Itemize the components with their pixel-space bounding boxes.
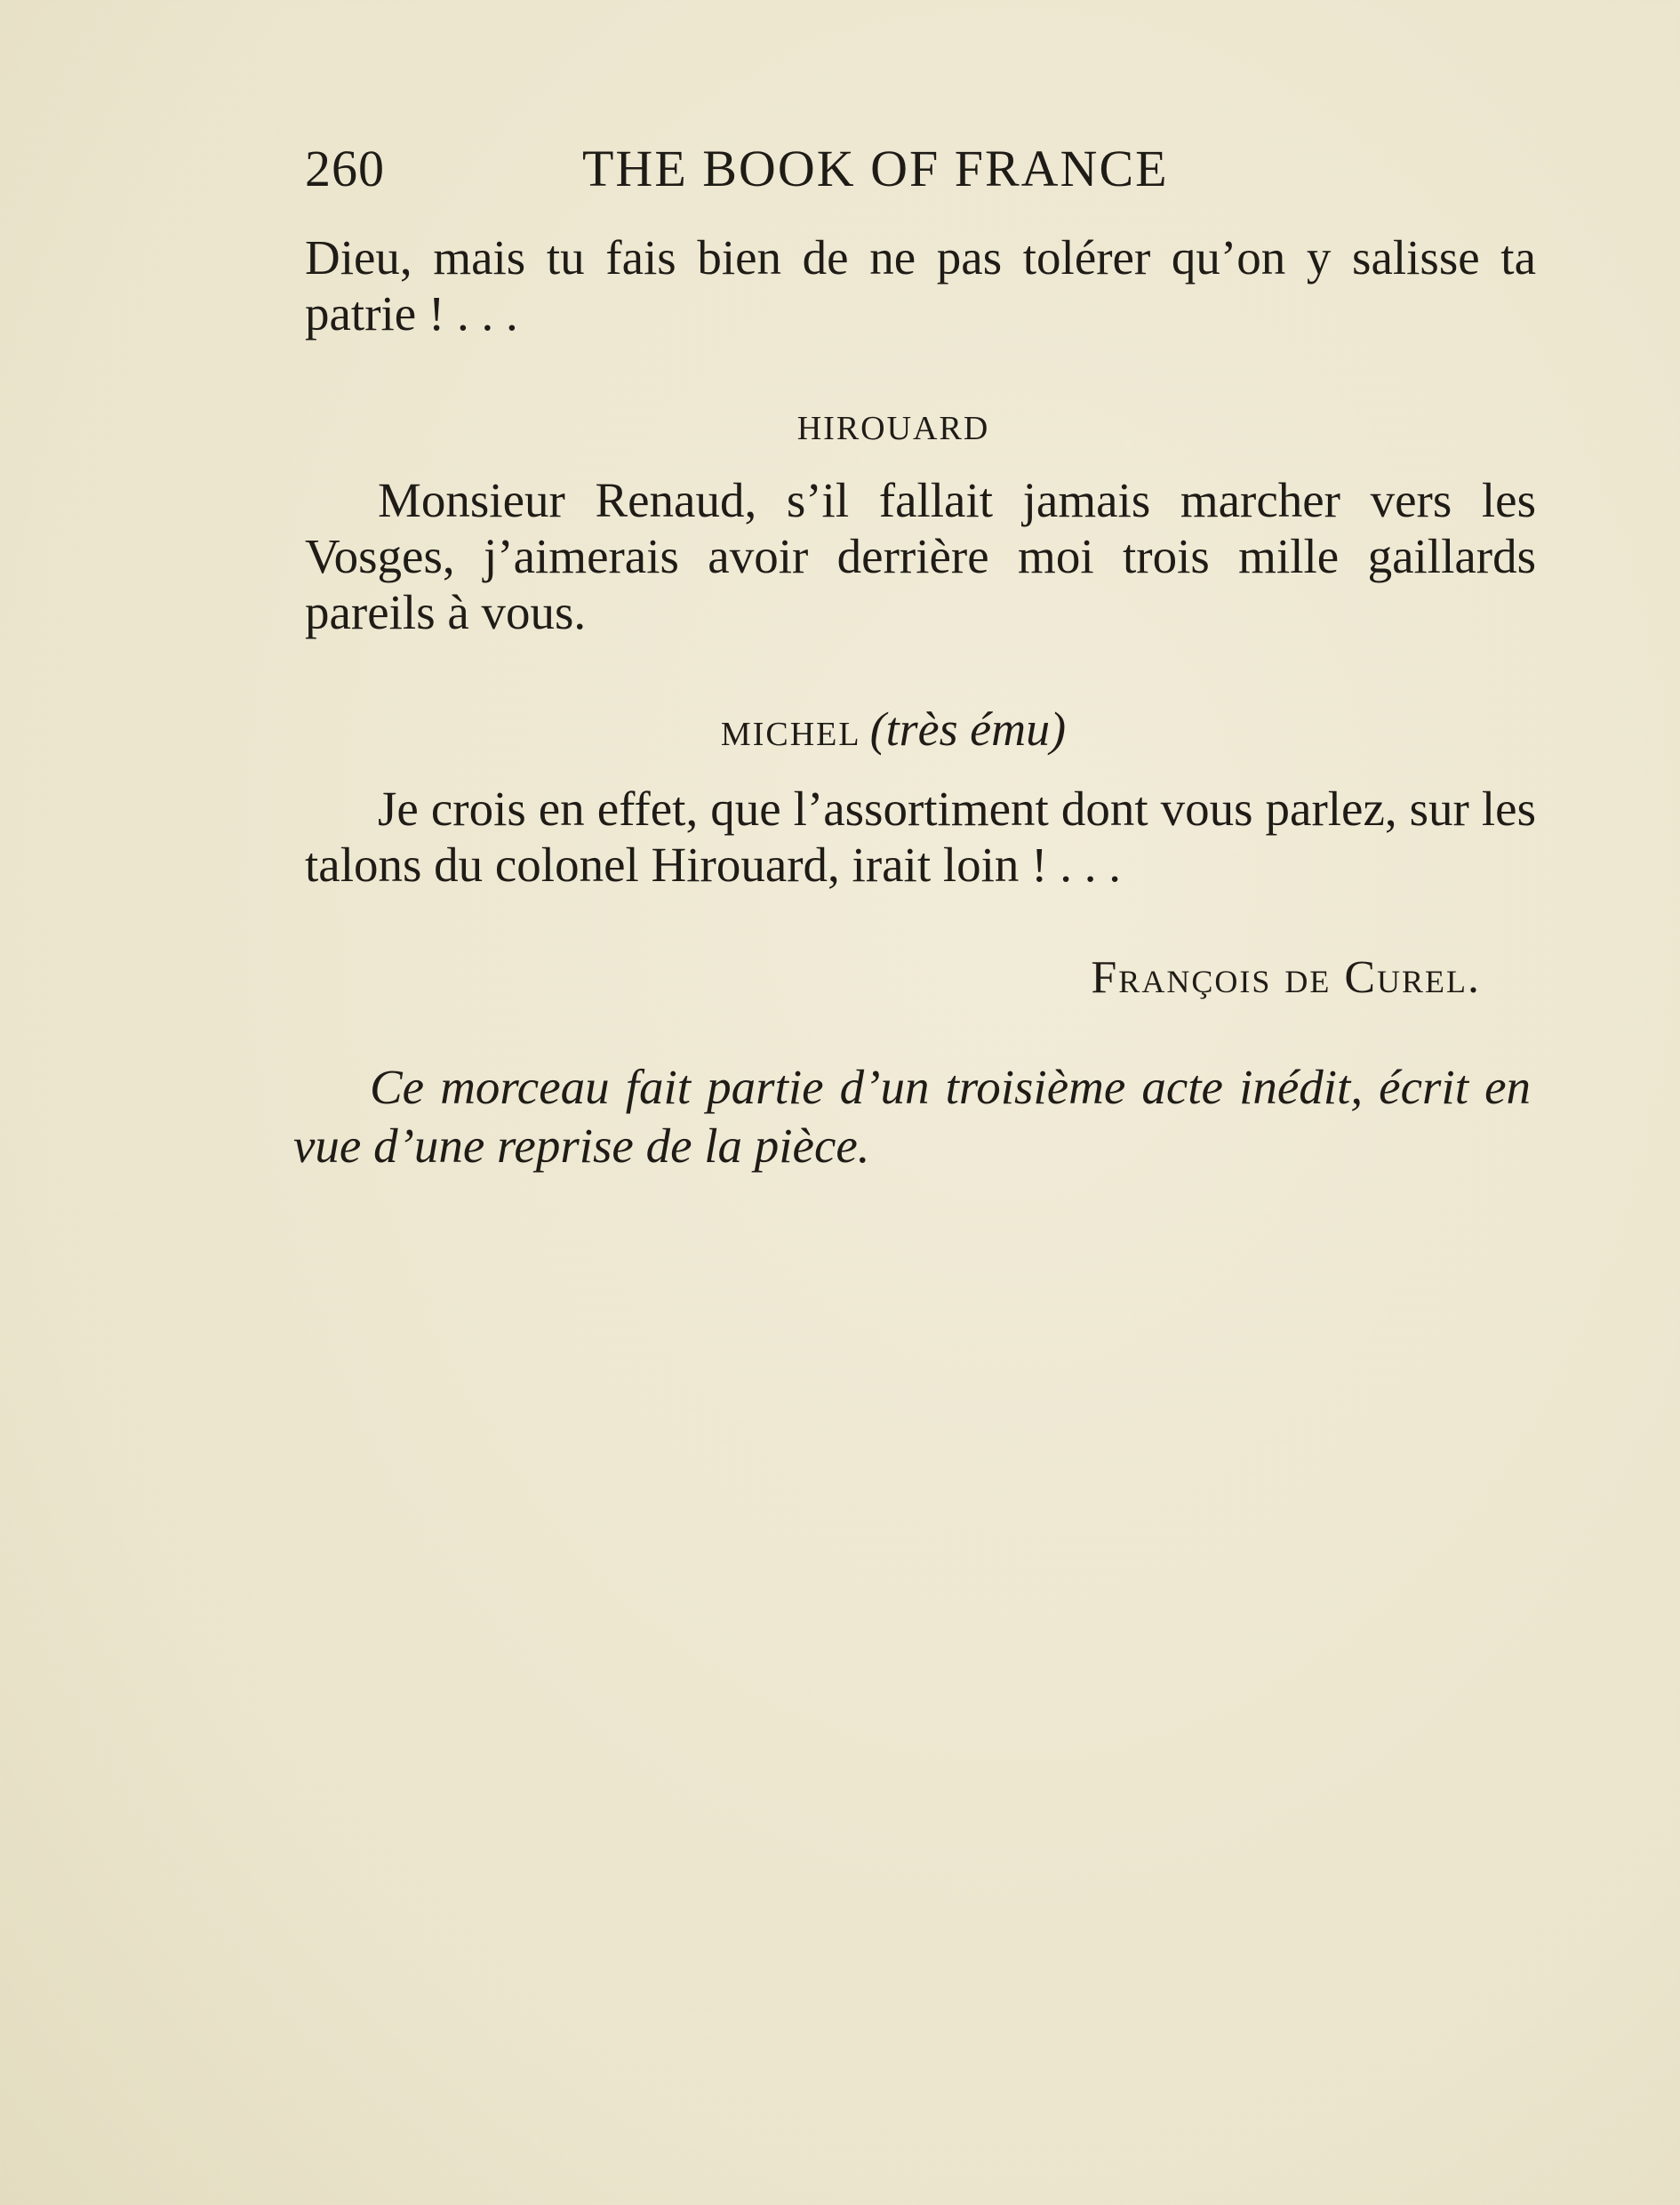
speaker-name-hirouard: HIROUARD bbox=[796, 410, 990, 447]
stage-direction: (très ému) bbox=[869, 702, 1067, 756]
speaker-name-michel: MICHEL bbox=[720, 716, 860, 753]
paragraph-continued: Dieu, mais tu fais bien de ne pas tolérer qu’on y salisse ta patrie ! . . . bbox=[305, 230, 1536, 341]
paragraph-hirouard: Monsieur Renaud, s’il fallait jamais marcher vers les Vosges, j’aimerais avoir derrière moi trois mille gaillards pareils à vous. bbox=[305, 473, 1536, 639]
running-title: THE BOOK OF FRANCE bbox=[582, 140, 1169, 197]
speaker-line-michel bbox=[53, 702, 1680, 761]
author-signature: François de Curel. bbox=[1091, 952, 1481, 1003]
editorial-note: Ce morceau fait partie d’un troisième acte inédit, écrit en vue d’une reprise de la pièce. bbox=[293, 1060, 1531, 1173]
page-number: 260 bbox=[305, 140, 385, 197]
running-header bbox=[305, 133, 1265, 204]
paragraph-michel: Je crois en effet, que l’assortiment dont vous parlez, sur les talons du colonel Hirouard, irait loin ! . . . bbox=[305, 782, 1536, 892]
